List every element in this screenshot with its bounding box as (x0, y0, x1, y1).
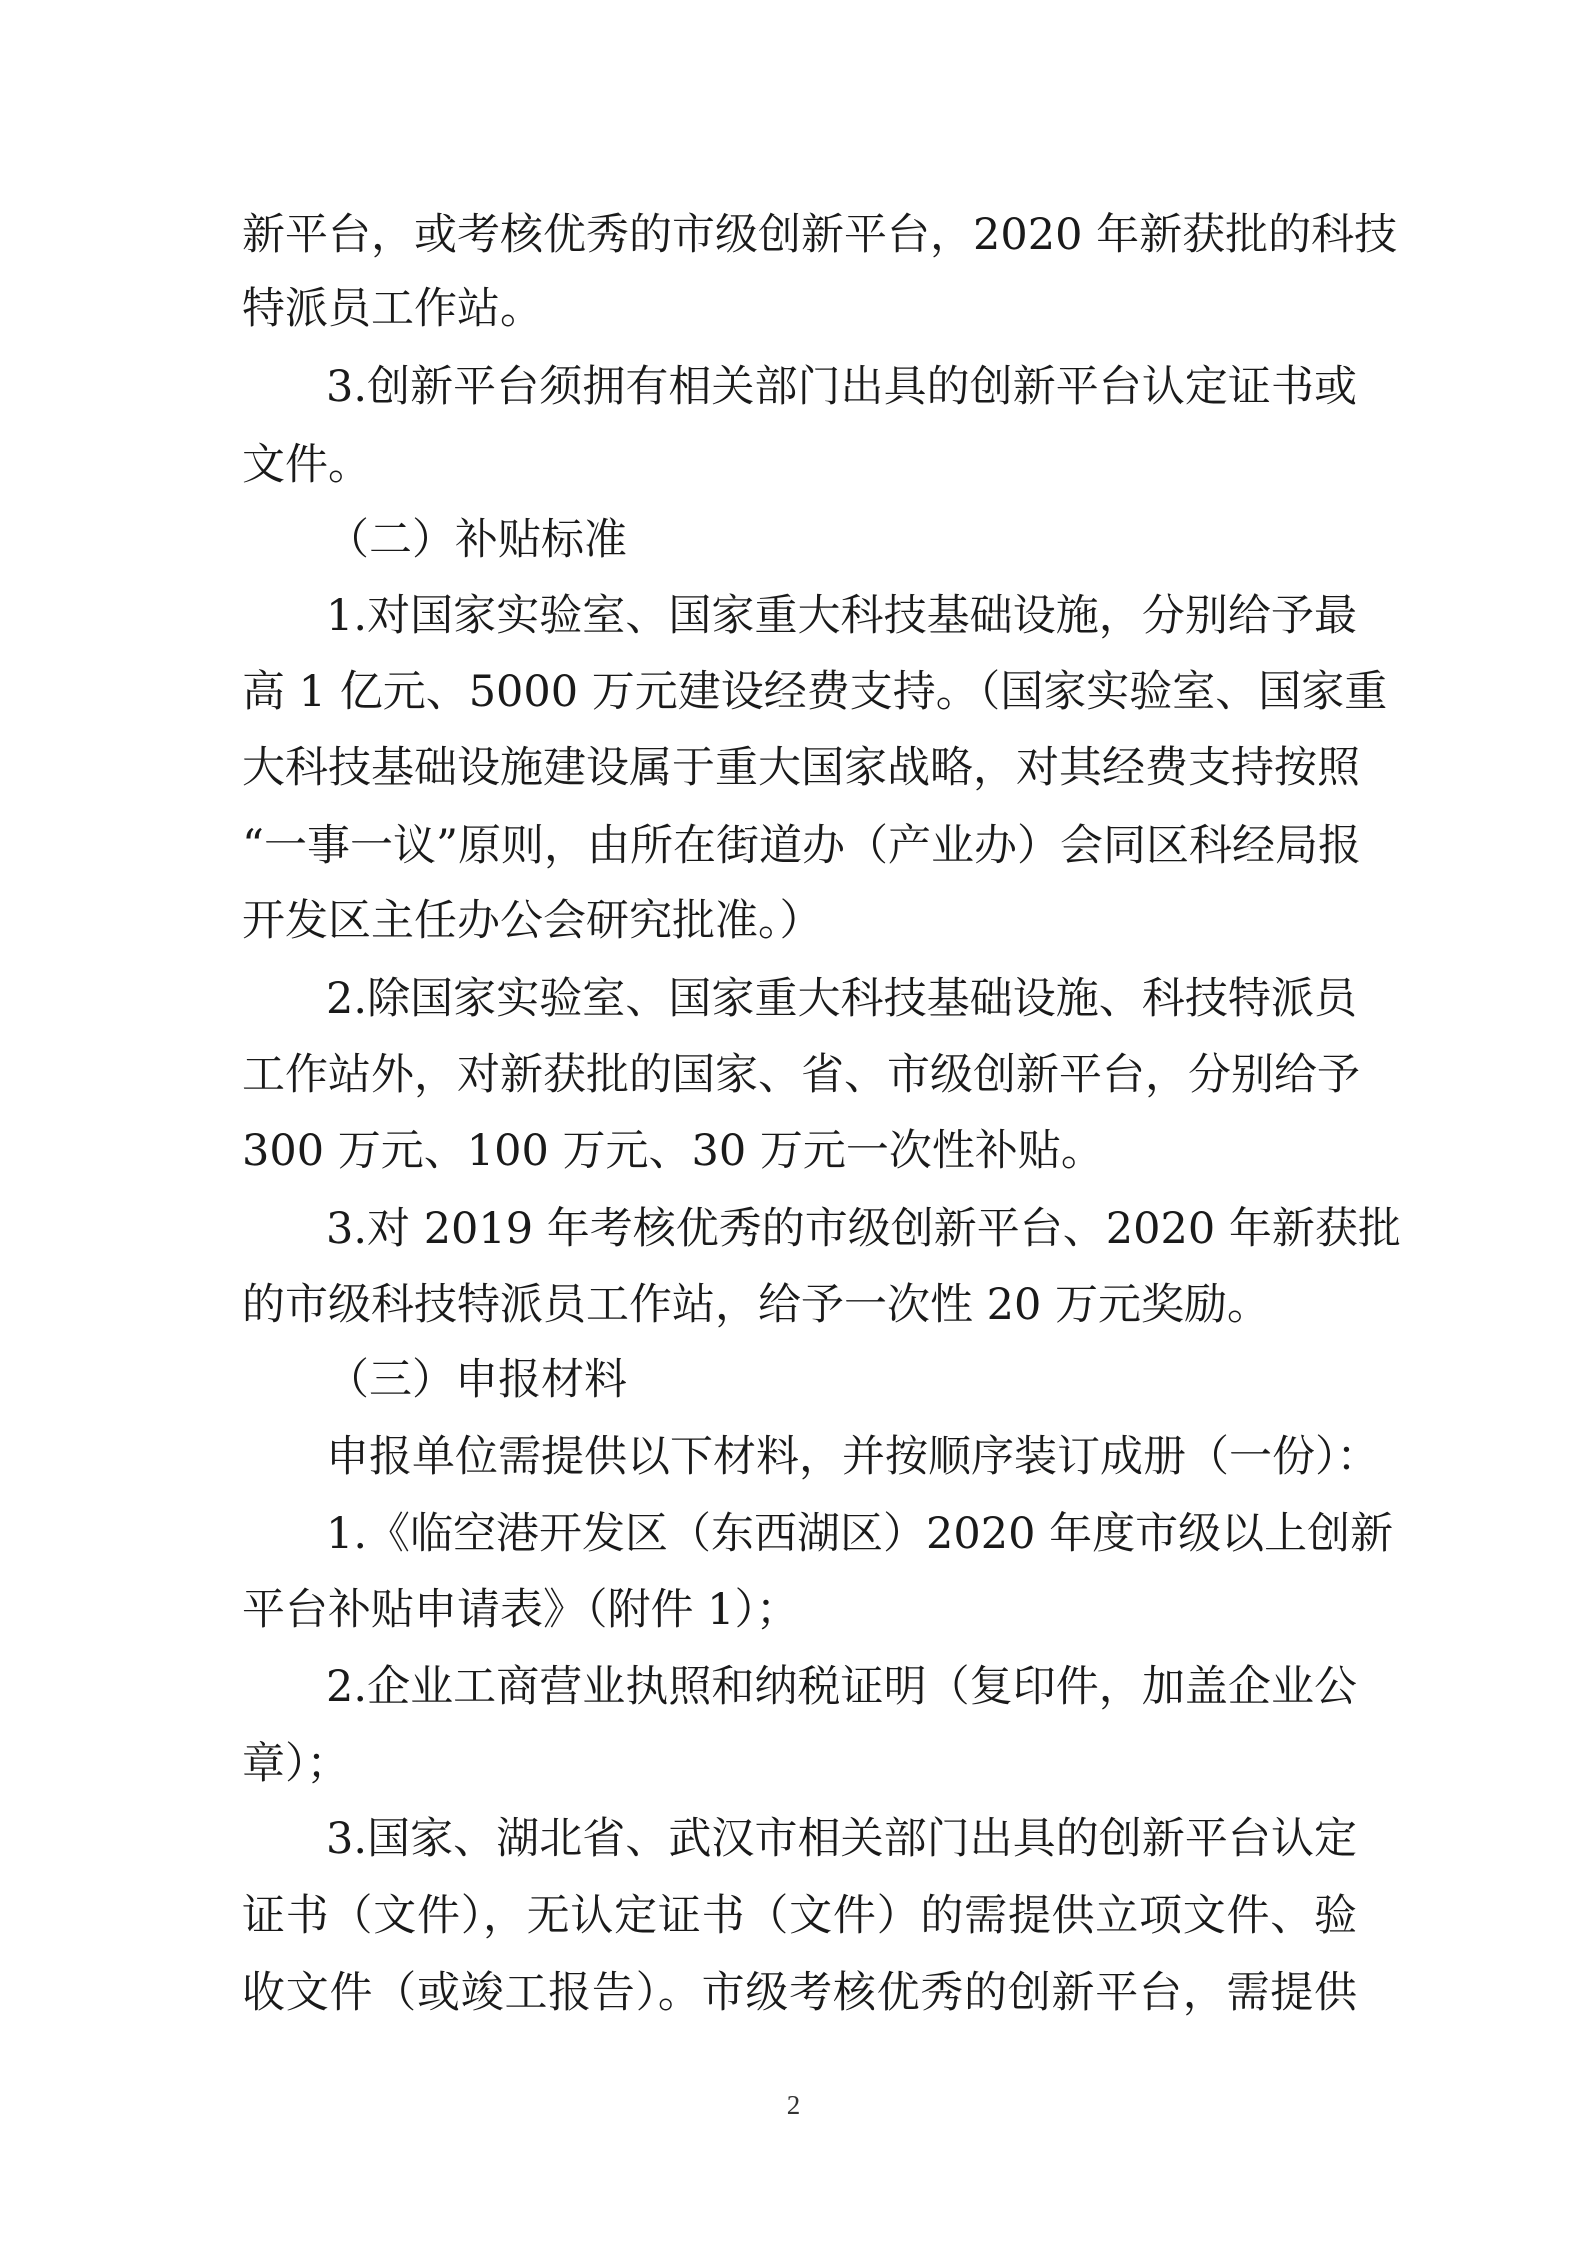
text-line: 3.国家、湖北省、武汉市相关部门出具的创新平台认定 (326, 1814, 1357, 1864)
page-number: 2 (786, 2090, 801, 2120)
text-line: 的市级科技特派员工作站，给予一次性 20 万元奖励。 (242, 1280, 1271, 1330)
text-line: 高 1 亿元、5000 万元建设经费支持。（国家实验室、国家重 (242, 667, 1388, 717)
text-line: 300 万元、100 万元、30 万元一次性补贴。 (242, 1126, 1104, 1176)
text-line: 2.企业工商营业执照和纳税证明（复印件，加盖企业公 (326, 1662, 1357, 1712)
text-line: 2.除国家实验室、国家重大科技基础设施、科技特派员 (326, 974, 1357, 1024)
text-line: 证书（文件），无认定证书（文件）的需提供立项文件、验 (242, 1891, 1357, 1941)
text-line: 特派员工作站。 (242, 284, 543, 334)
text-line: 开发区主任办公会研究批准。） (242, 896, 823, 946)
text-line: 大科技基础设施建设属于重大国家战略，对其经费支持按照 (242, 743, 1360, 793)
section-heading: （二）补贴标准 (326, 515, 627, 565)
text-line: 新平台，或考核优秀的市级创新平台，2020 年新获批的科技 (242, 210, 1398, 260)
text-line: 1.《临空港开发区（东西湖区）2020 年度市级以上创新 (326, 1509, 1394, 1559)
text-line: 3.创新平台须拥有相关部门出具的创新平台认定证书或 (326, 362, 1357, 412)
section-heading: （三）申报材料 (326, 1355, 627, 1405)
text-line: 平台补贴申请表》（附件 1）； (242, 1585, 800, 1635)
text-line: 文件。 (242, 440, 371, 490)
text-line: 申报单位需提供以下材料，并按顺序装订成册（一份）： (326, 1432, 1380, 1482)
text-line: 3.对 2019 年考核优秀的市级创新平台、2020 年新获批 (326, 1204, 1401, 1254)
text-line: 章）； (242, 1739, 350, 1789)
text-line: “一事一议”原则，由所在街道办（产业办）会同区科经局报 (242, 821, 1361, 871)
text-line: 收文件（或竣工报告）。市级考核优秀的创新平台，需提供 (242, 1968, 1357, 2018)
text-line: 工作站外，对新获批的国家、省、市级创新平台，分别给予 (242, 1050, 1360, 1100)
text-line: 1.对国家实验室、国家重大科技基础设施，分别给予最 (326, 591, 1357, 641)
